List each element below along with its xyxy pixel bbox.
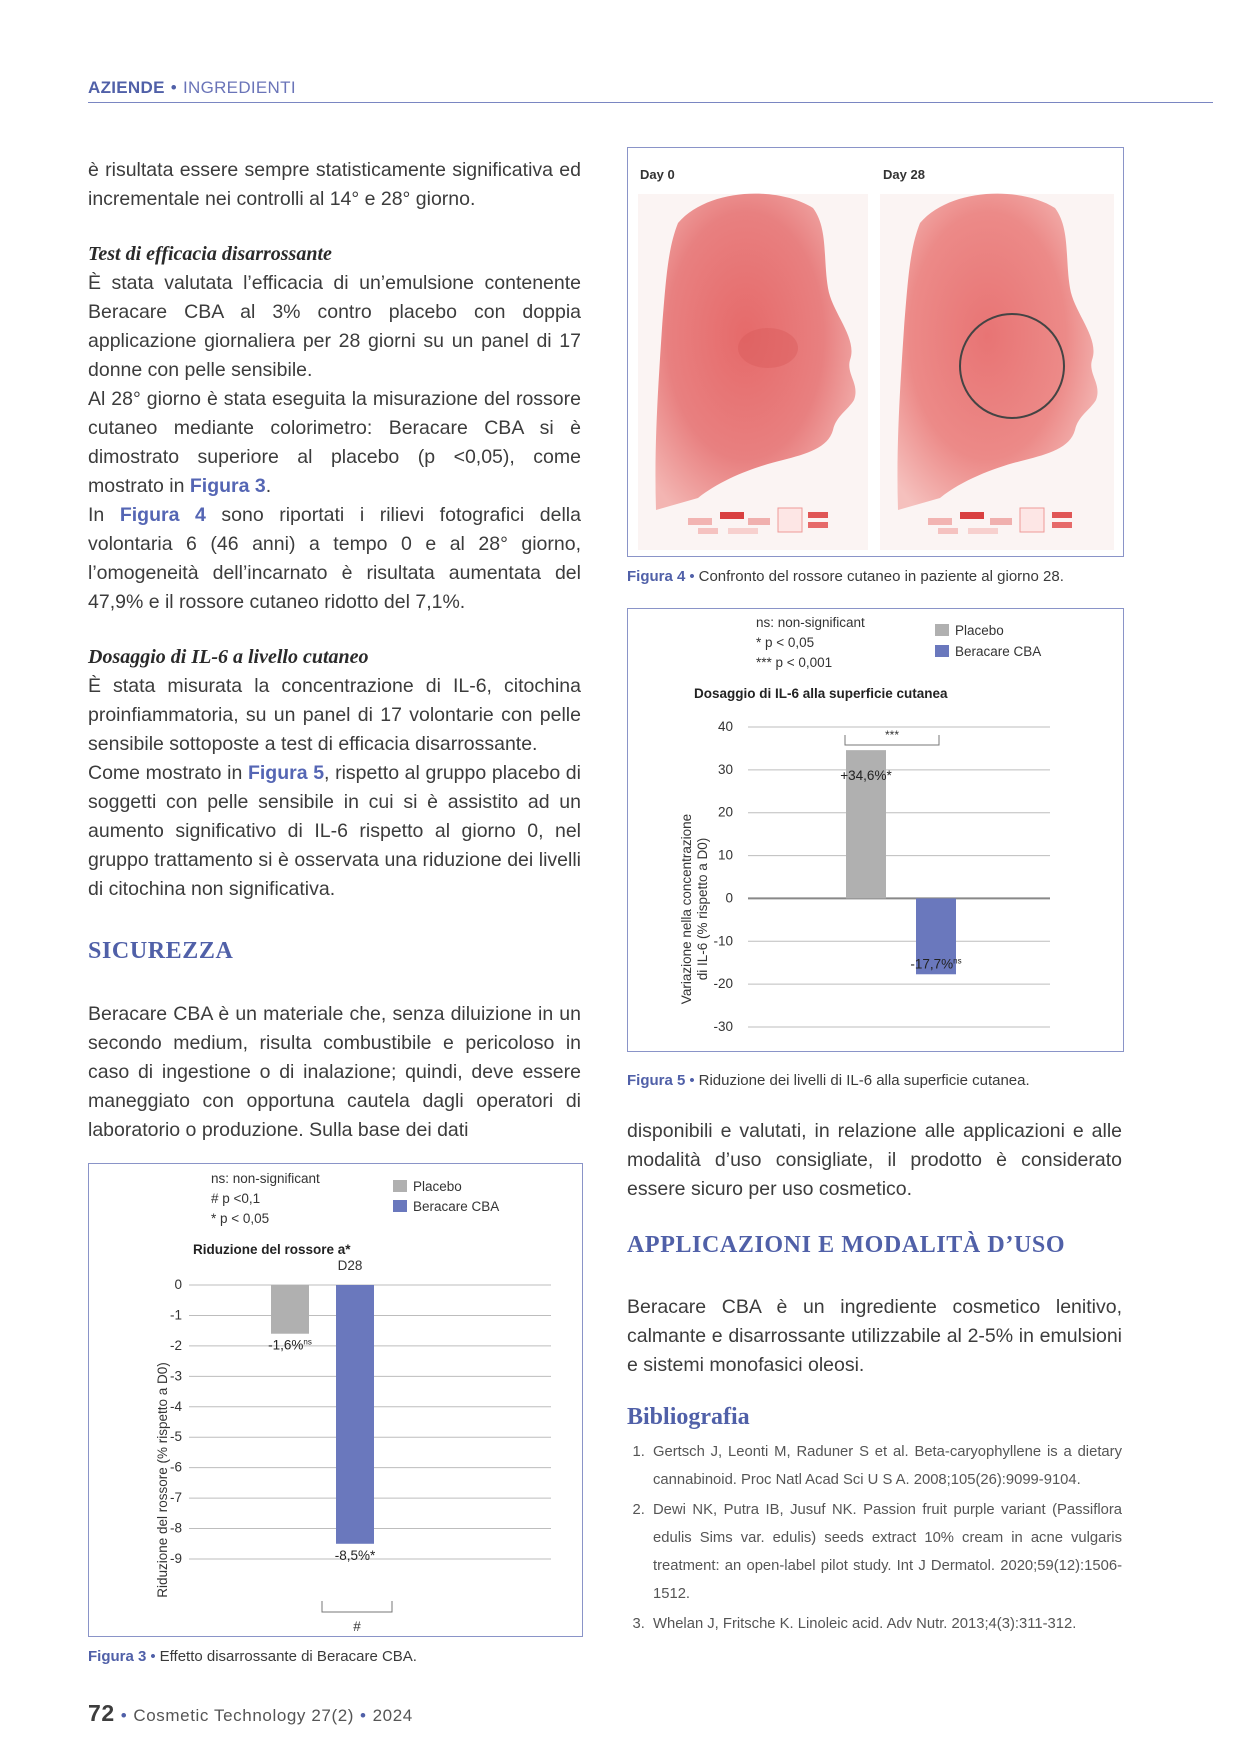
fig4-caption-label: Figura 4 bbox=[627, 568, 686, 585]
figure-4-photos bbox=[628, 148, 1123, 556]
y-tick-label: -1 bbox=[169, 1307, 182, 1323]
y-tick-label: -6 bbox=[169, 1459, 182, 1475]
footer-bullet-2: • bbox=[360, 1706, 367, 1725]
fig5-caption-text: Riduzione dei livelli di IL-6 alla superficie cutanea. bbox=[698, 1072, 1030, 1089]
fig3-note-1: # p <0,1 bbox=[211, 1191, 261, 1206]
fig3-note-0: ns: non-significant bbox=[211, 1171, 320, 1186]
y-tick-label: -3 bbox=[169, 1368, 182, 1384]
bar-placebo bbox=[271, 1285, 309, 1334]
data-label-placebo: +34,6%* bbox=[840, 768, 892, 784]
fig4-redness-day0 bbox=[738, 328, 798, 368]
page-footer bbox=[88, 1700, 413, 1727]
intro-paragraph: è risultata essere sempre statisticamente significativa ed incrementale nei controlli al 14° e 28° giorno. bbox=[88, 159, 581, 210]
paragraph-efficacy-2 bbox=[88, 385, 581, 501]
fig3-caption-label: Figura 3 bbox=[88, 1648, 147, 1665]
paragraph-il6-1: È stata misurata la concentrazione di IL-6, citochina proinfiammatoria, su un panel di 17 volontarie con pelle sensibile sottoposte a test di efficacia disarrossante. bbox=[88, 675, 581, 755]
fig3-title: Riduzione del rossore a* bbox=[193, 1242, 351, 1257]
fig5-legend-cba-swatch bbox=[935, 645, 949, 657]
footer-bullet-1: • bbox=[120, 1706, 128, 1725]
figure-4-caption bbox=[627, 568, 1064, 585]
data-label-beracare-cba: -17,7%$^{ns}$ bbox=[910, 956, 962, 972]
link-figura-4[interactable]: Figura 4 bbox=[119, 504, 206, 526]
y-tick-label: -4 bbox=[169, 1398, 182, 1414]
fig3-caption-bullet: • bbox=[150, 1648, 156, 1665]
heading-bibliografia: Bibliografia bbox=[627, 1404, 750, 1430]
running-header bbox=[88, 78, 296, 98]
y-tick-label: 30 bbox=[717, 761, 733, 777]
figure-4-box bbox=[627, 147, 1124, 557]
y-tick-label: -10 bbox=[713, 933, 733, 949]
paragraph-efficacy-3-text: sono riportati i rilievi fotografici della volontaria 6 (46 anni) a tempo 0 e al 28° giorno, l’omogeneità dell’incarnato è risultata aumentata del 47,9% e il rossore cutaneo ridotto del 7,1%. bbox=[88, 504, 581, 613]
applications-wrap bbox=[627, 1293, 1122, 1380]
paragraph-il6-2-text: , rispetto al gruppo placebo di soggetti con pelle sensibile in cui si è assistito ad un aumento significativo di IL-6 rispetto al giorno 0, nel gruppo trattamento si è osservata una riduzione dei livelli di citochina non significativa. bbox=[88, 762, 581, 900]
figure-5-chart bbox=[628, 609, 1123, 1051]
fig5-caption-bullet: • bbox=[689, 1072, 695, 1089]
link-figura-3[interactable]: Figura 3 bbox=[189, 475, 266, 497]
heading-efficacy-test: Test di efficacia disarrossante bbox=[88, 243, 332, 265]
fig5-note-1: * p < 0,05 bbox=[756, 635, 815, 650]
bibliography-list bbox=[627, 1438, 1122, 1638]
fig4-label-day0: Day 0 bbox=[640, 167, 675, 182]
data-label-placebo: -1,6%$^{ns}$ bbox=[268, 1337, 312, 1353]
link-figura-5[interactable]: Figura 5 bbox=[247, 762, 325, 784]
header-bullet: • bbox=[170, 78, 177, 97]
y-tick-label: -7 bbox=[169, 1490, 182, 1506]
bibliography bbox=[627, 1438, 1122, 1640]
fig5-caption-label: Figura 5 bbox=[627, 1072, 686, 1089]
header-rule bbox=[88, 102, 1213, 103]
y-tick-label: -2 bbox=[169, 1337, 182, 1353]
figure-5-caption bbox=[627, 1072, 1030, 1089]
fig5-title: Dosaggio di IL-6 alla superficie cutanea bbox=[694, 686, 948, 701]
fig4-caption-text: Confronto del rossore cutaneo in paziente al giorno 28. bbox=[698, 568, 1064, 585]
fig5-note-0: ns: non-significant bbox=[756, 615, 865, 630]
fig5-legend-placebo-swatch bbox=[935, 624, 949, 636]
fig3-caption-text: Effetto disarrossante di Beracare CBA. bbox=[159, 1648, 417, 1665]
paragraph-efficacy-1: È stata valutata l’efficacia di un’emulsione contenente Beracare CBA al 3% contro placebo con doppia applicazione giornaliera per 28 giorni su un panel di 17 donne con pelle sensibile. bbox=[88, 272, 581, 381]
fig5-legend-cba: Beracare CBA bbox=[955, 644, 1042, 659]
figure-5-box bbox=[627, 608, 1124, 1052]
fig3-legend-cba: Beracare CBA bbox=[413, 1199, 500, 1214]
fig5-ylabel-line2: di IL-6 (% rispetto a D0) bbox=[695, 837, 710, 981]
paragraph-efficacy-2-end: . bbox=[265, 475, 272, 497]
fig3-legend-cba-swatch bbox=[393, 1200, 407, 1212]
paragraph-applications: Beracare CBA è un ingrediente cosmetico lenitivo, calmante e disarrossante utilizzabile al 2-5% in emulsioni e sistemi monofasici oleosi. bbox=[627, 1296, 1122, 1376]
y-tick-label: -30 bbox=[713, 1019, 733, 1034]
safety-paragraph-wrap bbox=[88, 1000, 581, 1145]
journal-name: Cosmetic Technology 27(2) bbox=[133, 1706, 355, 1725]
fig4-label-day28: Day 28 bbox=[883, 167, 925, 182]
y-tick-label: 0 bbox=[725, 890, 733, 906]
figure-3-box bbox=[88, 1163, 583, 1637]
fig5-legend-placebo: Placebo bbox=[955, 623, 1004, 638]
heading-il6: Dosaggio di IL-6 a livello cutaneo bbox=[88, 646, 369, 668]
bib-entry-1: 1. Gertsch J, Leonti M, Raduner S et al. Beta-caryophyllene is a dietary cannabinoid. Proc Natl Acad Sci U S A. 2008;105(26):9099-9104. bbox=[649, 1438, 1122, 1494]
y-tick-label: 40 bbox=[717, 719, 733, 734]
paragraph-efficacy-3 bbox=[88, 501, 581, 617]
bib-entry-3: 3. Whelan J, Fritsche K. Linoleic acid. Adv Nutr. 2013;4(3):311-312. bbox=[649, 1610, 1122, 1638]
paragraph-efficacy-3-start: In bbox=[88, 504, 120, 526]
fig5-note-2: *** p < 0,001 bbox=[756, 655, 833, 670]
y-tick-label: -9 bbox=[169, 1551, 182, 1566]
y-tick-label: -5 bbox=[169, 1429, 182, 1445]
fig3-ylabel: Riduzione del rossore (% rispetto a D0) bbox=[155, 1362, 170, 1598]
figure-3-chart bbox=[89, 1164, 582, 1636]
paragraph-il6-2 bbox=[88, 759, 581, 904]
fig3-xlabel: D28 bbox=[337, 1258, 363, 1273]
data-label-beracare-cba: -8,5%* bbox=[334, 1547, 376, 1563]
header-subsection: INGREDIENTI bbox=[182, 78, 296, 97]
y-tick-label: -8 bbox=[169, 1520, 182, 1536]
left-column bbox=[88, 156, 581, 904]
right-column-continuation bbox=[627, 1117, 1122, 1204]
y-tick-label: 10 bbox=[717, 847, 733, 863]
bib-entry-2: 2. Dewi NK, Putra IB, Jusuf NK. Passion fruit purple variant (Passiflora edulis Sims var. edulis) seeds extract 10% cream in acne vulgaris treatment: an open-label pilot study. Int J Dermatol. 2020;59(12):1506-1512. bbox=[649, 1496, 1122, 1608]
fig5-bars bbox=[840, 750, 961, 974]
heading-sicurezza: SICUREZZA bbox=[88, 938, 234, 964]
heading-applicazioni: APPLICAZIONI E MODALITÀ D’USO bbox=[627, 1232, 1066, 1258]
fig3-bars bbox=[268, 1285, 376, 1563]
journal-year: 2024 bbox=[372, 1706, 413, 1725]
fig5-bracket-label: *** bbox=[884, 728, 900, 742]
paragraph-safety-cont: disponibili e valutati, in relazione alle applicazioni e alle modalità d’uso consigliate, il prodotto è considerato essere sicuro per uso cosmetico. bbox=[627, 1120, 1122, 1200]
paragraph-efficacy-2-text: Al 28° giorno è stata eseguita la misurazione del rossore cutaneo mediante colorimetro: Beracare CBA si è dimostrato superiore al placebo (p <0,05), come mostrato in bbox=[88, 388, 581, 497]
fig3-legend-placebo-swatch bbox=[393, 1180, 407, 1192]
page-number: 72 bbox=[88, 1700, 115, 1726]
fig5-ylabel-line1: Variazione nella concentrazione bbox=[679, 813, 694, 1005]
fig3-legend-placebo: Placebo bbox=[413, 1179, 462, 1194]
header-section: AZIENDE bbox=[88, 78, 165, 97]
bar-beracare-cba bbox=[336, 1285, 374, 1544]
y-tick-label: 0 bbox=[174, 1277, 182, 1292]
paragraph-il6-2-start: Come mostrato in bbox=[88, 762, 248, 784]
y-tick-label: 20 bbox=[717, 804, 733, 820]
fig4-caption-bullet: • bbox=[689, 568, 695, 585]
paragraph-safety: Beracare CBA è un materiale che, senza diluizione in un secondo medium, risulta combustibile e pericoloso in caso di ingestione o di inalazione; quindi, deve essere maneggiato con opportuna cautela dagli operatori di laboratorio o produzione. Sulla base dei dati bbox=[88, 1003, 581, 1141]
figure-3-caption bbox=[88, 1648, 417, 1665]
fig3-bracket-label: # bbox=[353, 1619, 361, 1634]
fig3-bracket bbox=[322, 1601, 392, 1612]
fig3-note-2: * p < 0,05 bbox=[211, 1211, 270, 1226]
y-tick-label: -20 bbox=[713, 976, 733, 992]
